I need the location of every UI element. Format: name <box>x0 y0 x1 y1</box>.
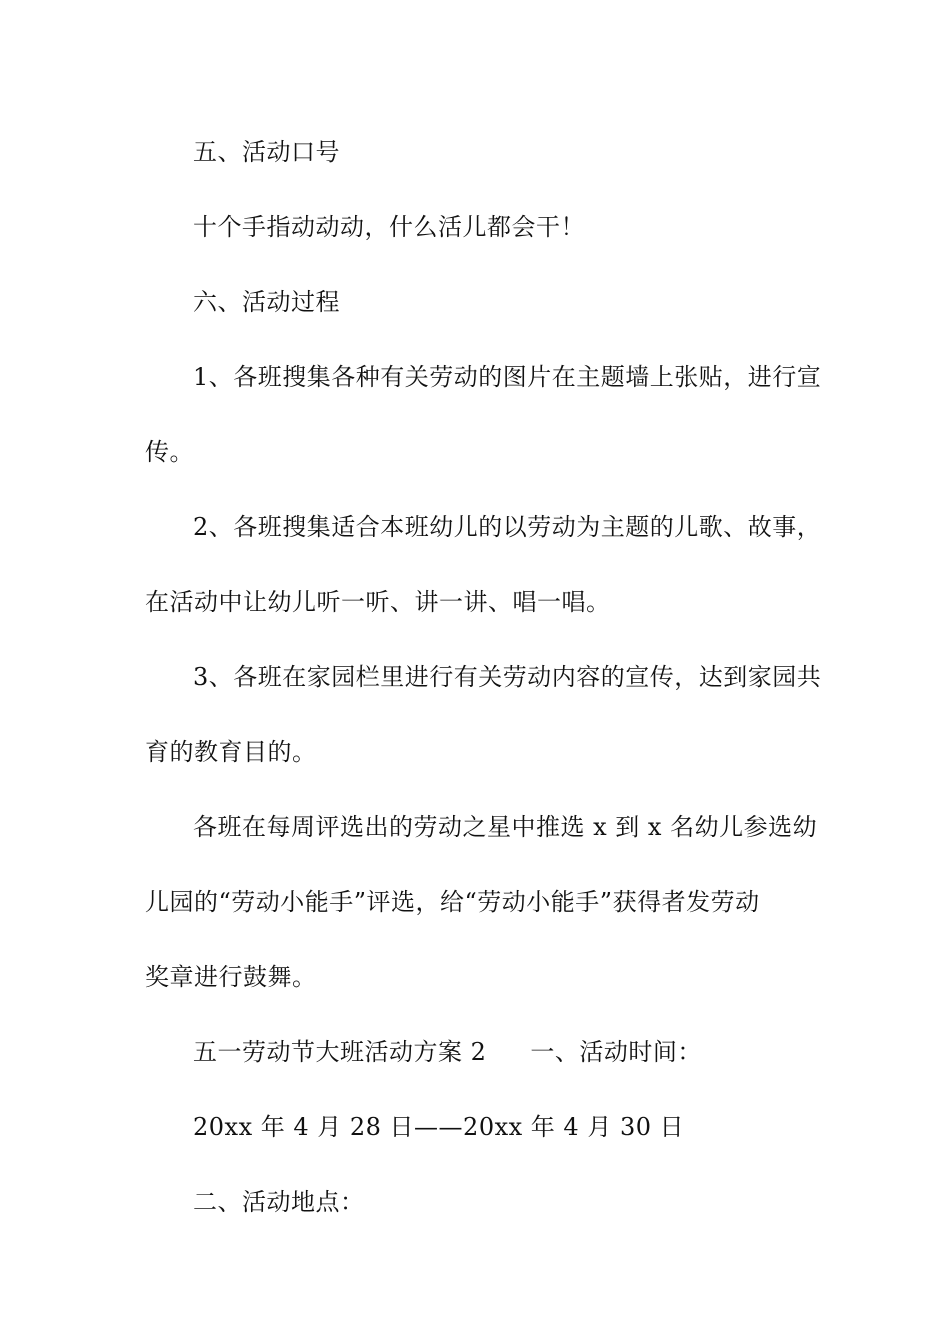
paragraph-line: 育的教育目的。 <box>145 738 317 766</box>
paragraph-line: 传。 <box>145 438 194 466</box>
activity-date-range: 20xx 年 4 月 28 日——20xx 年 4 月 30 日 <box>193 1113 685 1141</box>
heading-slogan: 五、活动口号 <box>193 138 340 166</box>
paragraph-line: 2、各班搜集适合本班幼儿的以劳动为主题的儿歌、故事， <box>193 513 822 541</box>
paragraph-line: 在活动中让幼儿听一听、讲一讲、唱一唱。 <box>145 588 611 616</box>
heading-activity-time: 一、活动时间： <box>530 1038 702 1066</box>
section-title-line <box>193 1037 863 1067</box>
paragraph-line: 各班在每周评选出的劳动之星中推选 x 到 x 名幼儿参选幼 <box>193 813 818 841</box>
heading-activity-location: 二、活动地点： <box>193 1188 365 1216</box>
paragraph-line: 奖章进行鼓舞。 <box>145 963 317 991</box>
plan-title: 五一劳动节大班活动方案 2 <box>193 1038 487 1066</box>
paragraph-line: 3、各班在家园栏里进行有关劳动内容的宣传，达到家园共 <box>193 663 822 691</box>
paragraph-slogan: 十个手指动动动，什么活儿都会干！ <box>193 213 585 241</box>
heading-process: 六、活动过程 <box>193 288 340 316</box>
paragraph-line: 1、各班搜集各种有关劳动的图片在主题墙上张贴，进行宣 <box>193 363 822 391</box>
paragraph-line: 儿园的“劳动小能手”评选，给“劳动小能手”获得者发劳动 <box>145 888 760 916</box>
